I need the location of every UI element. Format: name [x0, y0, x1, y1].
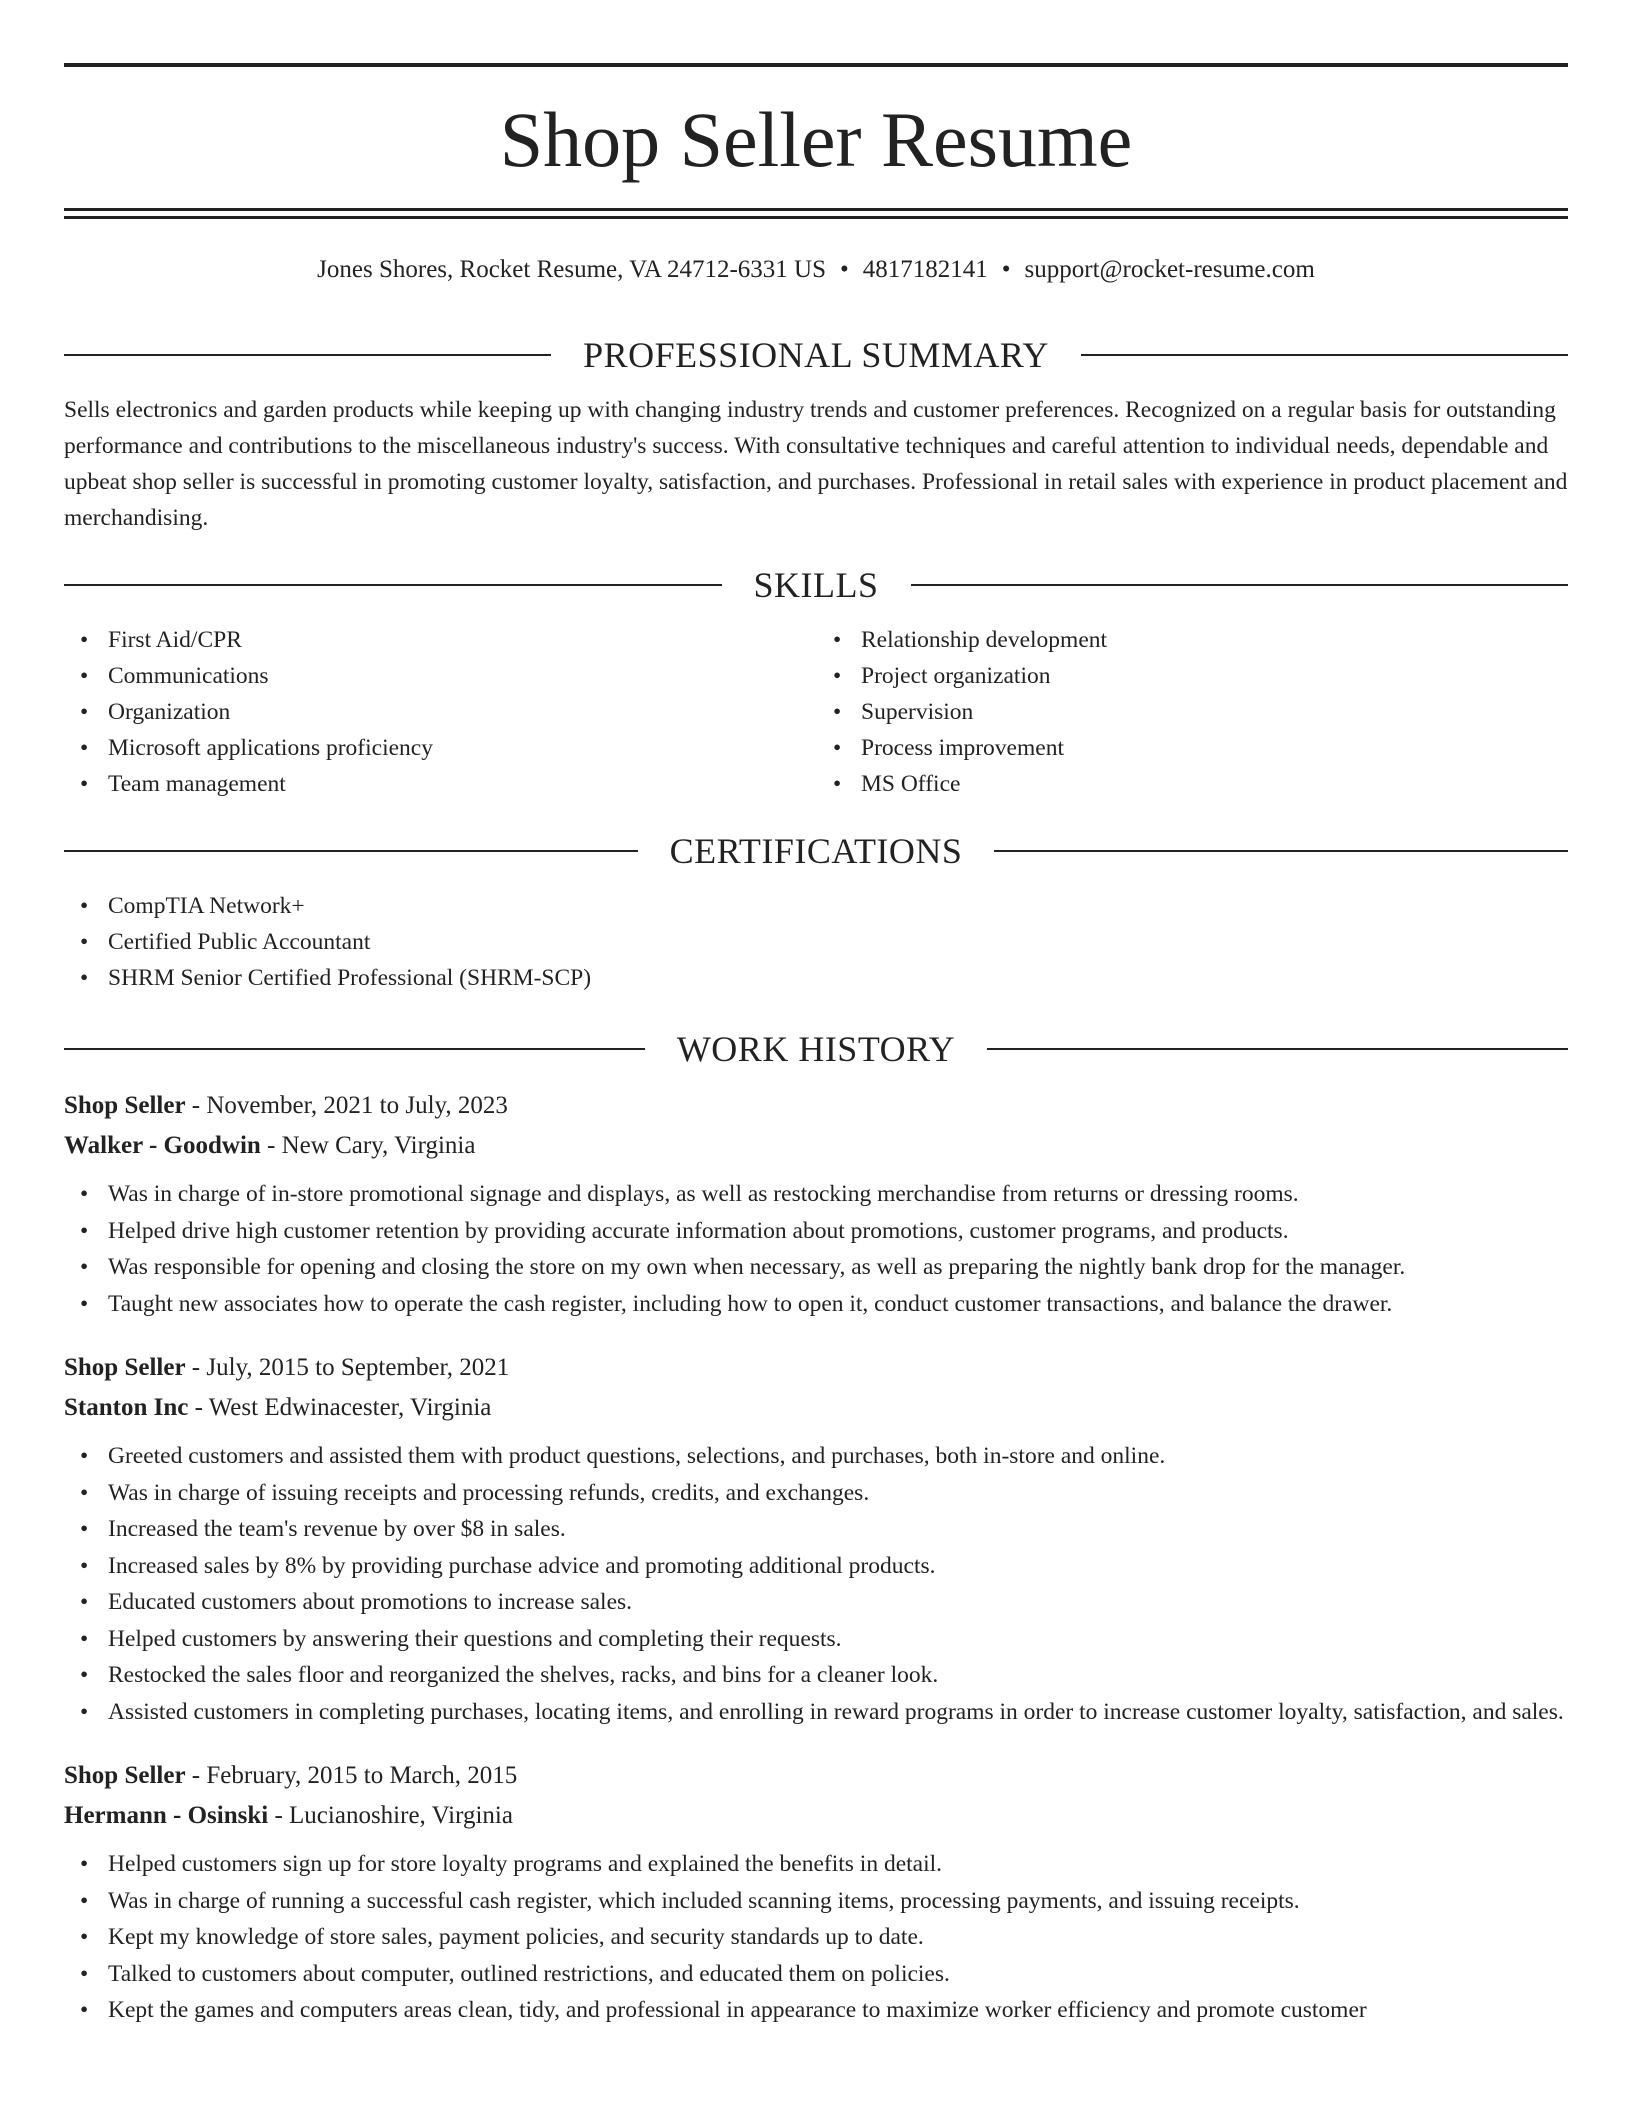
job-bullet: • Assisted customers in completing purchases, locating items, and enrolling in reward programs in order to increase customer loyalty, satisfaction, and sales. — [108, 1694, 1568, 1731]
skills-heading — [64, 560, 1568, 610]
top-rule — [64, 63, 1568, 67]
job-company: Walker - Goodwin — [64, 1132, 261, 1159]
job-bullet: • Taught new associates how to operate the cash register, including how to open it, conduct customer transactions, and balance the drawer. — [108, 1286, 1568, 1323]
skill-item: • Supervision — [861, 694, 1568, 730]
job-bullet: • Kept my knowledge of store sales, payment policies, and security standards up to date. — [108, 1919, 1568, 1956]
job-dates: - November, 2021 to July, 2023 — [185, 1092, 508, 1119]
skills-right-column — [815, 622, 1568, 802]
job-bullet: • Was in charge of in-store promotional signage and displays, as well as restocking merchandise from returns or dressing rooms. — [108, 1176, 1568, 1213]
job-bullet: • Kept the games and computers areas clean, tidy, and professional in appearance to maximize worker efficiency and promote customer — [108, 1992, 1568, 2029]
certification-item: • SHRM Senior Certified Professional (SHRM-SCP) — [108, 960, 1568, 996]
job-bullet: • Helped customers by answering their questions and completing their requests. — [108, 1621, 1568, 1658]
contact-line — [64, 252, 1568, 288]
job-bullet: • Educated customers about promotions to increase sales. — [108, 1584, 1568, 1621]
job-bullet: • Helped drive high customer retention by providing accurate information about promotions, customer programs, and products. — [108, 1213, 1568, 1250]
heading-rule — [64, 1048, 645, 1050]
skill-item: • MS Office — [861, 766, 1568, 802]
certification-item: • Certified Public Accountant — [108, 924, 1568, 960]
job-bullet: • Was in charge of issuing receipts and processing refunds, credits, and exchanges. — [108, 1475, 1568, 1512]
job-bullet: • Was in charge of running a successful cash register, which included scanning items, processing payments, and issuing receipts. — [108, 1883, 1568, 1920]
certification-item: • CompTIA Network+ — [108, 888, 1568, 924]
job-location: - West Edwinacester, Virginia — [188, 1394, 492, 1421]
skill-item: • First Aid/CPR — [108, 622, 815, 658]
skill-item: • Relationship development — [861, 622, 1568, 658]
skill-item: • Communications — [108, 658, 815, 694]
skill-item: • Process improvement — [861, 730, 1568, 766]
job-entry — [64, 1756, 1568, 2029]
job-title: Shop Seller — [64, 1354, 186, 1381]
section-title: CERTIFICATIONS — [669, 831, 963, 871]
contact-address: Jones Shores, Rocket Resume, VA 24712-6331 US — [317, 256, 826, 283]
summary-heading — [64, 330, 1568, 380]
section-title: WORK HISTORY — [676, 1029, 956, 1069]
job-entry — [64, 1348, 1568, 1730]
certifications-heading — [64, 826, 1568, 876]
heading-rule — [64, 354, 551, 356]
summary-text: Sells electronics and garden products while keeping up with changing industry trends and customer preferences. Recognized on a regular basis for outstanding performance and contributions to the miscellaneous industry's success. With consultative techniques and careful attention to individual needs, dependable and upbeat shop seller is successful in promoting customer loyalty, satisfaction, and purchases. Professional in retail sales with experience in product placement and merchandising. — [64, 397, 1568, 531]
job-bullet: • Was responsible for opening and closing the store on my own when necessary, as well as preparing the nightly bank drop for the manager. — [108, 1249, 1568, 1286]
job-company-line — [64, 1388, 1568, 1428]
job-company-line — [64, 1796, 1568, 1836]
skill-item: • Project organization — [861, 658, 1568, 694]
job-company: Hermann - Osinski — [64, 1802, 269, 1829]
certifications-list — [64, 888, 1568, 996]
job-entry — [64, 1086, 1568, 1322]
resume-content — [64, 330, 1568, 2055]
job-location: - New Cary, Virginia — [260, 1132, 476, 1159]
skill-item: • Microsoft applications proficiency — [108, 730, 815, 766]
job-title: Shop Seller — [64, 1092, 186, 1119]
job-title-line — [64, 1086, 1568, 1126]
heading-rule — [994, 850, 1568, 852]
job-bullets — [64, 1438, 1568, 1730]
title-double-rule-upper — [64, 208, 1568, 211]
job-title-line — [64, 1756, 1568, 1796]
job-bullet: • Greeted customers and assisted them with product questions, selections, and purchases, both in-store and online. — [108, 1438, 1568, 1475]
heading-rule — [987, 1048, 1568, 1050]
section-title: SKILLS — [753, 565, 879, 605]
heading-rule — [64, 850, 638, 852]
job-title-line — [64, 1348, 1568, 1388]
work-history-heading — [64, 1024, 1568, 1074]
contact-separator: • — [1001, 256, 1011, 283]
job-bullet: • Increased the team's revenue by over $8 in sales. — [108, 1511, 1568, 1548]
job-dates: - February, 2015 to March, 2015 — [185, 1762, 518, 1789]
job-bullets — [64, 1846, 1568, 2029]
job-dates: - July, 2015 to September, 2021 — [185, 1354, 510, 1381]
contact-phone: 4817182141 — [862, 256, 988, 283]
heading-rule — [911, 584, 1569, 586]
job-location: - Lucianoshire, Virginia — [268, 1802, 513, 1829]
job-bullet: • Increased sales by 8% by providing purchase advice and promoting additional products. — [108, 1548, 1568, 1585]
skill-item: • Team management — [108, 766, 815, 802]
section-title: PROFESSIONAL SUMMARY — [583, 335, 1049, 375]
resume-title: Shop Seller Resume — [499, 96, 1133, 183]
job-bullet: • Restocked the sales floor and reorganized the shelves, racks, and bins for a cleaner look. — [108, 1657, 1568, 1694]
job-company-line — [64, 1126, 1568, 1166]
job-title: Shop Seller — [64, 1762, 186, 1789]
title-double-rule-lower — [64, 216, 1568, 219]
heading-rule — [64, 584, 722, 586]
job-bullet: • Helped customers sign up for store loyalty programs and explained the benefits in detail. — [108, 1846, 1568, 1883]
skill-item: • Organization — [108, 694, 815, 730]
job-bullet: • Talked to customers about computer, outlined restrictions, and educated them on policies. — [108, 1956, 1568, 1993]
contact-email: support@rocket-resume.com — [1024, 256, 1315, 283]
job-bullets — [64, 1176, 1568, 1322]
heading-rule — [1081, 354, 1568, 356]
skills-list — [64, 622, 1568, 802]
job-company: Stanton Inc — [64, 1394, 189, 1421]
contact-separator: • — [839, 256, 849, 283]
skills-left-column — [64, 622, 815, 802]
